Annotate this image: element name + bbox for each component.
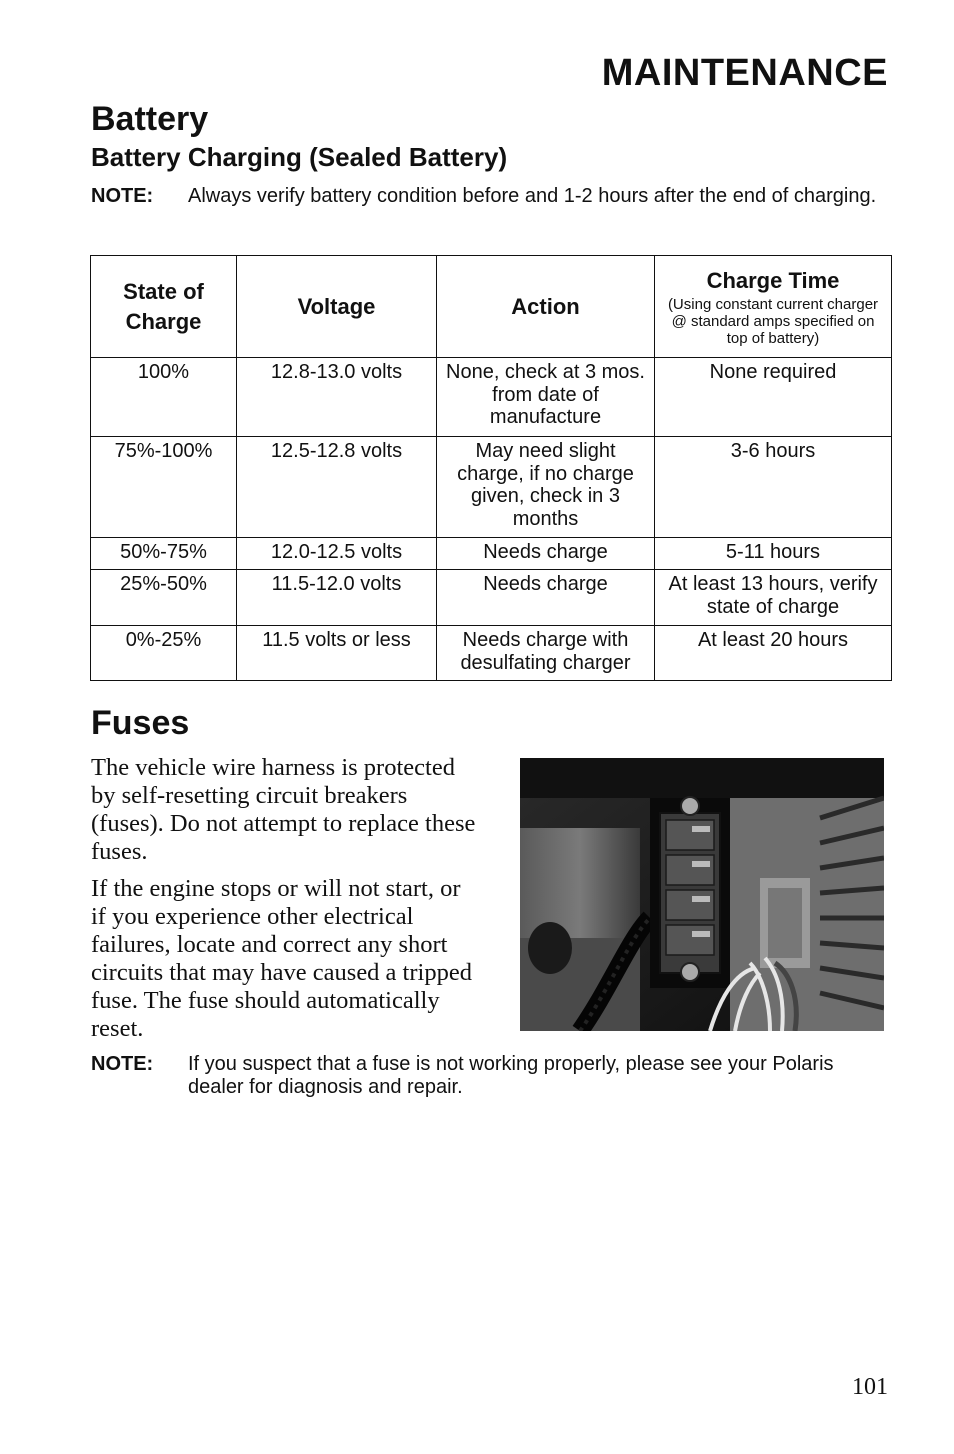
battery-charge-table — [90, 255, 892, 681]
charge-time-title: Charge Time — [706, 268, 840, 293]
battery-charging-subheading: Battery Charging (Sealed Battery) — [91, 142, 508, 172]
cell-voltage: 12.5-12.8 volts — [237, 437, 437, 538]
cell-action: May need slight charge, if no charge given, check in 3 months — [437, 437, 655, 538]
cell-charge-time: None required — [655, 358, 892, 437]
note-text: If you suspect that a fuse is not working properly, please see your Polaris dealer for diagnosis and repair. — [188, 1053, 834, 1098]
table-row — [91, 358, 892, 437]
cell-charge-time: 5-11 hours — [655, 538, 892, 570]
fuse-block-photo — [520, 758, 884, 1031]
charge-time-subtitle: (Using constant current charger @ standard amps specified on top of battery) — [667, 296, 879, 347]
cell-voltage: 11.5 volts or less — [237, 626, 437, 681]
cell-charge-time: 3-6 hours — [655, 437, 892, 538]
cell-action: Needs charge — [437, 570, 655, 626]
cell-action: Needs charge — [437, 538, 655, 570]
battery-note — [91, 185, 891, 208]
note-label: NOTE: — [91, 185, 154, 207]
fuses-paragraph: The vehicle wire harness is protected by self-resetting circuit breakers (fuses). Do not attempt to replace these fuses. — [91, 754, 476, 865]
cell-action: Needs charge with desulfating charger — [437, 626, 655, 681]
header-charge-time — [655, 256, 892, 358]
cell-state: 0%-25% — [91, 626, 237, 681]
note-text: Always verify battery condition before and 1-2 hours after the end of charging. — [188, 185, 877, 207]
fuses-paragraph: If the engine stops or will not start, or if you experience other electrical failures, locate and correct any short circuits that may have caused a tripped fuse. The fuse should automatically reset. — [91, 875, 472, 1042]
fuses-note — [91, 1053, 891, 1099]
note-label: NOTE: — [91, 1053, 154, 1075]
cell-state: 50%-75% — [91, 538, 237, 570]
table-header-row — [91, 256, 892, 358]
cell-state: 75%-100% — [91, 437, 237, 538]
cell-voltage: 11.5-12.0 volts — [237, 570, 437, 626]
header-voltage: Voltage — [237, 256, 437, 358]
fuses-heading: Fuses — [91, 704, 190, 742]
battery-heading: Battery — [91, 100, 209, 138]
cell-charge-time: At least 20 hours — [655, 626, 892, 681]
header-state-of-charge: State of Charge — [91, 256, 237, 358]
table-row — [91, 538, 892, 570]
cell-state: 25%-50% — [91, 570, 237, 626]
header-action: Action — [437, 256, 655, 358]
cell-charge-time: At least 13 hours, verify state of charge — [655, 570, 892, 626]
cell-action: None, check at 3 mos. from date of manufacture — [437, 358, 655, 437]
cell-state: 100% — [91, 358, 237, 437]
cell-voltage: 12.0-12.5 volts — [237, 538, 437, 570]
fuses-body — [91, 754, 477, 1052]
table-row — [91, 570, 892, 626]
cell-voltage: 12.8-13.0 volts — [237, 358, 437, 437]
table-row — [91, 437, 892, 538]
page-number: 101 — [852, 1374, 888, 1400]
table-row — [91, 626, 892, 681]
section-header: MAINTENANCE — [601, 52, 888, 94]
